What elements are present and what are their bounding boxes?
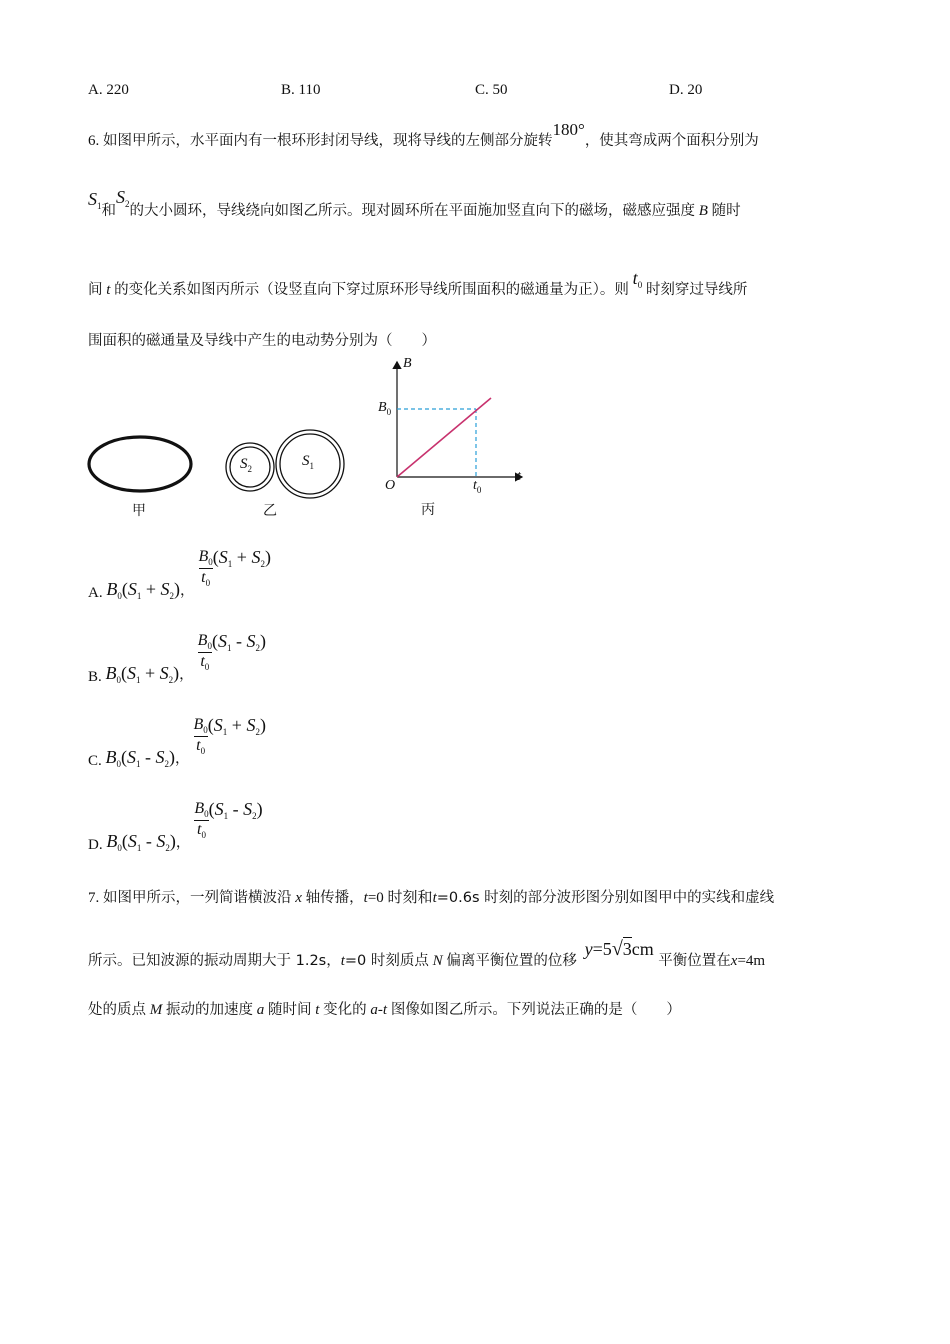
- q6-option-a: A. $B_0(S_1 + S_2)$， $\frac{B_0}{t_0}$ $(S_1 + S_2)$: [88, 546, 271, 601]
- figure-yi: [222, 428, 352, 518]
- q5-option-b: B. 110: [281, 82, 321, 98]
- q6-angle: 180°: [552, 120, 585, 139]
- figure-yi-s1: $S_1$: [302, 453, 314, 471]
- q7-t-a: t: [363, 890, 368, 906]
- q7-line-1: [88, 886, 774, 907]
- q7-text-2c: 偏离平衡位置的位移: [446, 953, 577, 969]
- q7-text-3a: 处的质点: [88, 1002, 146, 1018]
- q7-n: N: [432, 953, 443, 969]
- figure-yi-label: 乙: [263, 503, 277, 519]
- q6-option-label: D.: [88, 836, 103, 853]
- q7-text-3b: 振动的加速度: [166, 1002, 253, 1018]
- q7-text-3e: 图像如图乙所示。下列说法正确的是（ ）: [390, 1002, 681, 1018]
- q7-displacement: y=5√3cm: [584, 938, 654, 960]
- q7-m: M: [149, 1002, 163, 1018]
- q6-option-label: A.: [88, 584, 103, 601]
- q6-option-emf: $\frac{B_0}{t_0}$ $(S_1 + S_2)$: [193, 714, 266, 756]
- q7-text-2e: =4m: [737, 953, 766, 969]
- q6-line-4: 围面积的磁通量及导线中产生的电动势分别为（ ）: [88, 333, 436, 349]
- figure-bing-axis-b: B: [403, 356, 412, 371]
- q6-option-flux: $B_0(S_1 - S_2)$: [105, 746, 176, 769]
- q7-at: a-t: [370, 1002, 388, 1018]
- q5-option-a: A. 220: [88, 82, 129, 98]
- q6-number: 6.: [88, 133, 100, 149]
- q6-line-3: [88, 268, 748, 298]
- q6-option-c: C. $B_0(S_1 - S_2)$， $\frac{B_0}{t_0}$ $(S_1 + S_2)$: [88, 714, 266, 769]
- figure-jia-ring: [86, 432, 196, 494]
- figure-jia: [86, 432, 196, 522]
- figure-bing-origin: O: [385, 478, 396, 493]
- q5-option-d: D. 20: [669, 82, 703, 98]
- q7-a: a: [256, 1002, 265, 1018]
- q6-t0: $t_0$: [632, 268, 643, 290]
- figure-yi-s2: $S_2$: [240, 456, 252, 474]
- q6-text-1a: 如图甲所示，水平面内有一根环形封闭导线，现将导线的左侧部分旋转: [103, 133, 553, 149]
- q7-text-3d: 变化的: [323, 1002, 367, 1018]
- q6-line-1: [88, 120, 759, 150]
- q6-text-3b: 的变化关系如图丙所示（设竖直向下穿过原环形导线所围面积的磁通量为正）。则: [114, 282, 629, 298]
- figure-bing-axis-t: t: [517, 469, 521, 484]
- figure-bing: [372, 356, 532, 520]
- q7-line-2: [88, 938, 766, 969]
- q6-option-emf: $\frac{B_0}{t_0}$ $(S_1 - S_2)$: [194, 798, 263, 840]
- q6-t: t: [106, 282, 111, 298]
- q6-option-label: B.: [88, 668, 102, 685]
- q6-option-flux: $B_0(S_1 - S_2)$: [106, 830, 176, 853]
- q7-text-1d: =0.6s 时刻的部分波形图分别如图甲中的实线和虚线: [436, 890, 775, 906]
- q6-text-3c: 时刻穿过导线所: [645, 282, 748, 298]
- q6-option-flux: $B_0(S_1 + S_2)$: [105, 662, 180, 685]
- q7-text-1c: =0 时刻和: [367, 890, 433, 906]
- figure-jia-label: 甲: [132, 503, 146, 519]
- q6-s1: $S_1$: [88, 189, 102, 211]
- q7-number: 7.: [88, 890, 100, 906]
- figure-bing-b0: $B_0$: [378, 400, 392, 417]
- figure-bing-label: 丙: [421, 502, 435, 518]
- q6-text-2c: 随时: [711, 203, 741, 219]
- q6-text-2b: 的大小圆环，导线绕向如图乙所示。现对圆环所在平面施加竖直向下的磁场，磁感应强度: [129, 203, 695, 219]
- q5-option-c: C. 50: [475, 82, 508, 98]
- q6-text-3a: 间: [88, 282, 103, 298]
- q6-line-2: [88, 187, 741, 219]
- q6-option-emf: $\frac{B_0}{t_0}$ $(S_1 - S_2)$: [197, 630, 266, 672]
- figure-bing-graph: [372, 356, 532, 496]
- q7-x: x: [295, 890, 302, 906]
- q7-line-3: [88, 998, 681, 1019]
- q7-text-2b: =0 时刻质点: [344, 953, 429, 969]
- q6-text-1b: ，使其弯成两个面积分别为: [584, 133, 759, 149]
- q7-t-d: t: [315, 1002, 320, 1018]
- q7-t-b: t: [432, 890, 437, 906]
- q6-option-d: D. $B_0(S_1 - S_2)$， $\frac{B_0}{t_0}$ $(S_1 - S_2)$: [88, 798, 263, 853]
- q7-text-2a: 所示。已知波源的振动周期大于 1.2s，: [88, 953, 341, 969]
- b-t-line: [397, 398, 491, 477]
- q6-and: 和: [101, 203, 116, 219]
- q6-option-flux: $B_0(S_1 + S_2)$: [106, 578, 180, 601]
- q7-t-c: t: [340, 953, 345, 969]
- q6-option-b: B. $B_0(S_1 + S_2)$， $\frac{B_0}{t_0}$ $(S_1 - S_2)$: [88, 630, 266, 685]
- q6-option-emf: $\frac{B_0}{t_0}$ $(S_1 + S_2)$: [198, 546, 271, 588]
- q6-option-label: C.: [88, 752, 102, 769]
- figure-bing-t0: $t_0$: [473, 478, 482, 495]
- q6-s2: $S_2$: [116, 187, 130, 209]
- q7-text-1b: 轴传播，: [305, 890, 364, 906]
- q7-text-2d: 平衡位置在: [658, 953, 731, 969]
- q7-text-1a: 如图甲所示，一列简谐横波沿: [103, 890, 292, 906]
- q7-x2: x: [730, 953, 738, 969]
- q7-text-3c: 随时间: [268, 1002, 312, 1018]
- q6-b: B: [698, 203, 708, 219]
